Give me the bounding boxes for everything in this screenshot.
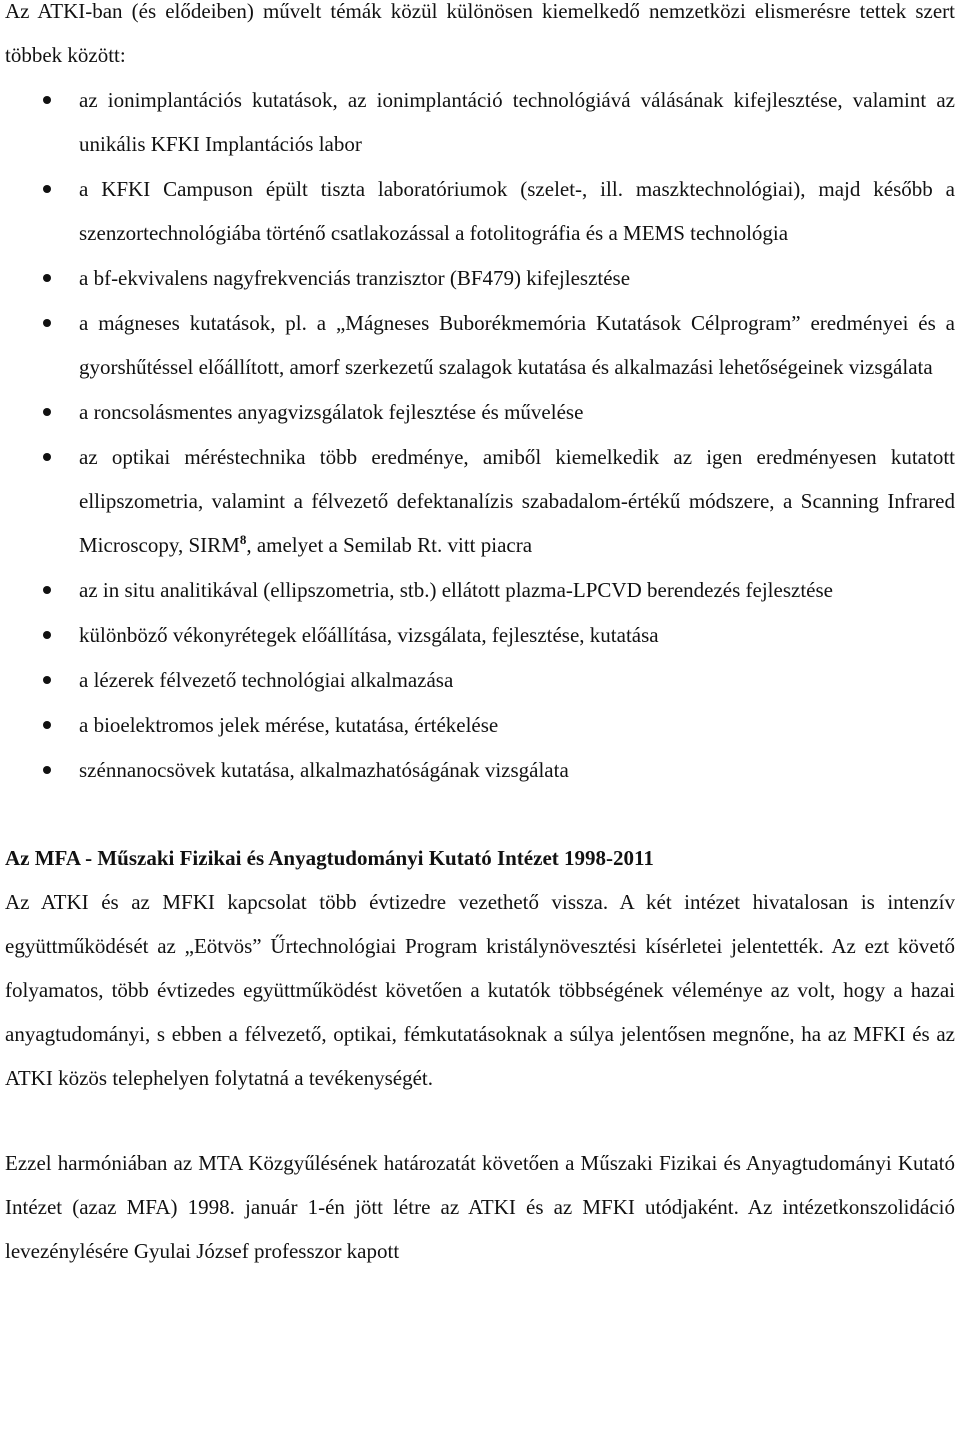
list-item — [5, 301, 955, 389]
list-item-text: az ionimplantációs kutatások, az ionimplantáció technológiává válásának kifejlesztése, valamint az unikális KFKI Implantációs labor — [79, 88, 955, 156]
list-item-text: a lézerek félvezető technológiai alkalmazása — [79, 668, 454, 692]
bullet-icon — [43, 96, 51, 104]
bullet-icon — [43, 631, 51, 639]
document-page — [5, 0, 955, 1273]
bullet-icon — [43, 274, 51, 282]
list-item-text: a roncsolásmentes anyagvizsgálatok fejlesztése és művelése — [79, 400, 584, 424]
list-item-text-continued: , amelyet a Semilab Rt. vitt piacra — [246, 533, 533, 557]
body-paragraph-1: Az ATKI és az MFKI kapcsolat több évtizedre vezethető vissza. A két intézet hivatalosan is intenzív együttműködését az „Eötvös” Űrtechnológiai Program kristálynövesztési kísérletei jelentették. Az ezt követő folyamatos, több évtizedes együttműködést követően a kutatók többségének véleménye az volt, hogy a hazai anyagtudományi, s ebben a félvezető, optikai, fémkutatásoknak a súlya jelentősen megnőne, ha az MFKI és az ATKI közös telephelyen folytatná a tevékenységét. — [5, 890, 955, 1090]
list-item — [5, 703, 955, 747]
achievements-list — [5, 78, 955, 792]
list-item — [5, 435, 955, 567]
list-item — [5, 167, 955, 255]
list-item — [5, 658, 955, 702]
list-item-text: a mágneses kutatások, pl. a „Mágneses Buborékmemória Kutatások Célprogram” eredményei és a gyorshűtéssel előállított, amorf szerkezetű szalagok kutatása és alkalmazási lehetőségeinek vizsgálata — [79, 311, 955, 379]
list-item — [5, 78, 955, 166]
bullet-icon — [43, 721, 51, 729]
list-item — [5, 748, 955, 792]
list-item — [5, 256, 955, 300]
list-item — [5, 568, 955, 612]
list-item-text: az optikai méréstechnika több eredménye, amiből kiemelkedik az igen eredményesen kutatott ellipszometria, valamint a félvezető defektanalízis szabadalom-értékű módszere, a Scanning Infrared Microscopy, SIRM — [79, 445, 955, 557]
bullet-icon — [43, 319, 51, 327]
intro-paragraph: Az ATKI-ban (és elődeiben) művelt témák közül különösen kiemelkedő nemzetközi elismerésre tettek szert többek között: — [5, 0, 955, 67]
list-item-text: szénnanocsövek kutatása, alkalmazhatóságának vizsgálata — [79, 758, 569, 782]
bullet-icon — [43, 766, 51, 774]
list-item — [5, 390, 955, 434]
bullet-icon — [43, 586, 51, 594]
list-item — [5, 613, 955, 657]
list-item-text: a KFKI Campuson épült tiszta laboratóriumok (szelet-, ill. maszktechnológiai), majd később a szenzortechnológiába történő csatlakozással a fotolitográfia és a MEMS technológia — [79, 177, 955, 245]
list-item-text: a bioelektromos jelek mérése, kutatása, értékelése — [79, 713, 499, 737]
footnote-reference: 8 — [239, 532, 247, 547]
bullet-icon — [43, 408, 51, 416]
list-item-text: a bf-ekvivalens nagyfrekvenciás tranzisztor (BF479) kifejlesztése — [79, 266, 631, 290]
bullet-icon — [43, 185, 51, 193]
bullet-icon — [43, 453, 51, 461]
body-paragraph-2: Ezzel harmóniában az MTA Közgyűlésének határozatát követően a Műszaki Fizikai és Anyagtudományi Kutató Intézet (azaz MFA) 1998. január 1-én jött létre az ATKI és az MFKI utódjaként. Az intézetkonszolidáció levezénylésére Gyulai József professzor kapott — [5, 1151, 955, 1263]
bullet-icon — [43, 676, 51, 684]
list-item-text: különböző vékonyrétegek előállítása, vizsgálata, fejlesztése, kutatása — [79, 623, 659, 647]
list-item-text: az in situ analitikával (ellipszometria, stb.) ellátott plazma-LPCVD berendezés fejlesztése — [79, 578, 833, 602]
section-heading: Az MFA - Műszaki Fizikai és Anyagtudományi Kutató Intézet 1998-2011 — [5, 846, 654, 870]
